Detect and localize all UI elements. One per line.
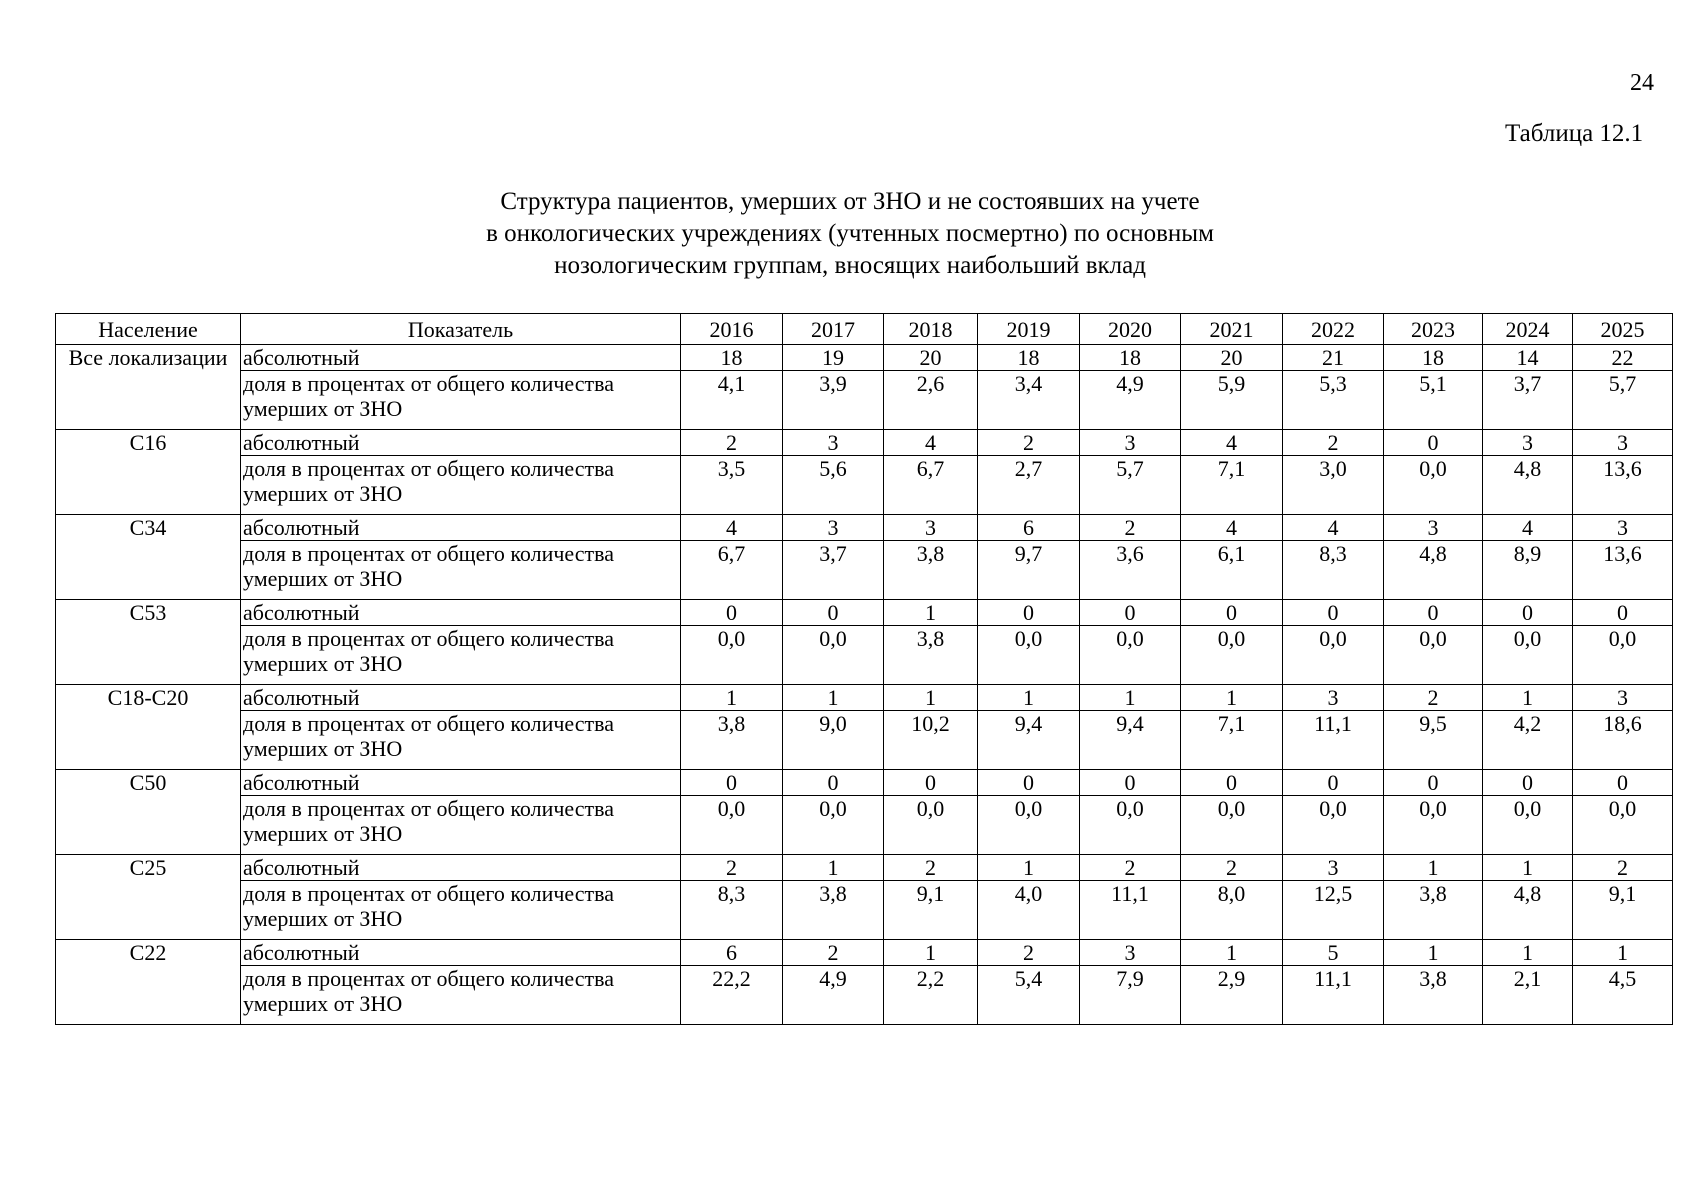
title-line: нозологическим группам, вносящих наибольший вклад: [554, 252, 1146, 279]
value-cell: 0: [1573, 770, 1673, 796]
value-cell: 0: [681, 600, 783, 626]
value-cell: 0,0: [1573, 626, 1673, 685]
value-cell: 1: [783, 685, 884, 711]
indicator-absolute-cell: абсолютный: [241, 770, 681, 796]
value-cell: 8,3: [681, 881, 783, 940]
value-cell: 5: [1283, 940, 1384, 966]
indicator-share-cell: доля в процентах от общего количества умерших от ЗНО: [241, 456, 681, 515]
value-cell: 4,2: [1483, 711, 1573, 770]
value-cell: 1: [884, 600, 978, 626]
value-cell: 0: [1483, 600, 1573, 626]
value-cell: 2: [978, 940, 1080, 966]
value-cell: 0: [783, 770, 884, 796]
indicator-absolute-cell: абсолютный: [241, 515, 681, 541]
value-cell: 20: [884, 345, 978, 371]
value-cell: 0,0: [978, 626, 1080, 685]
value-cell: 3,0: [1283, 456, 1384, 515]
value-cell: 3,7: [783, 541, 884, 600]
table-row-share: [56, 626, 1673, 685]
value-cell: 2: [1384, 685, 1483, 711]
value-cell: 11,1: [1080, 881, 1181, 940]
value-cell: 3: [1080, 940, 1181, 966]
indicator-share-cell: доля в процентах от общего количества умерших от ЗНО: [241, 966, 681, 1025]
table-row-share: [56, 966, 1673, 1025]
value-cell: 1: [884, 685, 978, 711]
value-cell: 22: [1573, 345, 1673, 371]
value-cell: 3: [1573, 430, 1673, 456]
header-year: 2016: [681, 314, 783, 345]
value-cell: 0,0: [783, 626, 884, 685]
value-cell: 6: [681, 940, 783, 966]
value-cell: 0: [1573, 600, 1673, 626]
value-cell: 0: [1384, 770, 1483, 796]
value-cell: 4,8: [1384, 541, 1483, 600]
population-cell: С25: [56, 855, 241, 940]
header-year: 2018: [884, 314, 978, 345]
header-year: 2019: [978, 314, 1080, 345]
table-header-row: [56, 314, 1673, 345]
value-cell: 3,4: [978, 371, 1080, 430]
value-cell: 0,0: [1573, 796, 1673, 855]
value-cell: 0,0: [1080, 626, 1181, 685]
table-row-share: [56, 796, 1673, 855]
value-cell: 8,9: [1483, 541, 1573, 600]
table-row-share: [56, 881, 1673, 940]
value-cell: 6,7: [681, 541, 783, 600]
table-row-absolute: [56, 430, 1673, 456]
indicator-share-cell: доля в процентах от общего количества умерших от ЗНО: [241, 541, 681, 600]
value-cell: 0,0: [978, 796, 1080, 855]
value-cell: 9,7: [978, 541, 1080, 600]
value-cell: 5,9: [1181, 371, 1283, 430]
indicator-absolute-cell: абсолютный: [241, 855, 681, 881]
value-cell: 13,6: [1573, 456, 1673, 515]
value-cell: 0: [884, 770, 978, 796]
indicator-share-cell: доля в процентах от общего количества умерших от ЗНО: [241, 881, 681, 940]
value-cell: 3: [783, 515, 884, 541]
value-cell: 3,6: [1080, 541, 1181, 600]
value-cell: 3: [884, 515, 978, 541]
value-cell: 2: [681, 430, 783, 456]
value-cell: 2,7: [978, 456, 1080, 515]
title-line: Структура пациентов, умерших от ЗНО и не состоявших на учете: [500, 188, 1200, 215]
value-cell: 0,0: [1384, 626, 1483, 685]
table-row-share: [56, 541, 1673, 600]
value-cell: 18,6: [1573, 711, 1673, 770]
value-cell: 1: [1181, 940, 1283, 966]
value-cell: 3: [1573, 685, 1673, 711]
value-cell: 3: [1283, 685, 1384, 711]
value-cell: 4,0: [978, 881, 1080, 940]
value-cell: 2: [1080, 855, 1181, 881]
value-cell: 5,3: [1283, 371, 1384, 430]
indicator-share-cell: доля в процентах от общего количества умерших от ЗНО: [241, 371, 681, 430]
value-cell: 0: [681, 770, 783, 796]
value-cell: 0,0: [783, 796, 884, 855]
value-cell: 3: [1283, 855, 1384, 881]
value-cell: 8,3: [1283, 541, 1384, 600]
value-cell: 1: [1080, 685, 1181, 711]
indicator-absolute-cell: абсолютный: [241, 600, 681, 626]
value-cell: 2: [681, 855, 783, 881]
header-year: 2022: [1283, 314, 1384, 345]
value-cell: 10,2: [884, 711, 978, 770]
value-cell: 0,0: [1283, 796, 1384, 855]
value-cell: 5,7: [1573, 371, 1673, 430]
value-cell: 0: [1384, 430, 1483, 456]
value-cell: 1: [1181, 685, 1283, 711]
value-cell: 12,5: [1283, 881, 1384, 940]
value-cell: 7,9: [1080, 966, 1181, 1025]
table-row-absolute: [56, 345, 1673, 371]
value-cell: 2: [978, 430, 1080, 456]
value-cell: 4,8: [1483, 456, 1573, 515]
value-cell: 1: [978, 855, 1080, 881]
value-cell: 2,6: [884, 371, 978, 430]
value-cell: 2: [1080, 515, 1181, 541]
value-cell: 4: [1181, 430, 1283, 456]
value-cell: 0,0: [1283, 626, 1384, 685]
value-cell: 0: [1181, 600, 1283, 626]
value-cell: 13,6: [1573, 541, 1673, 600]
value-cell: 1: [884, 940, 978, 966]
header-year: 2020: [1080, 314, 1181, 345]
value-cell: 4,1: [681, 371, 783, 430]
value-cell: 1: [1384, 940, 1483, 966]
value-cell: 14: [1483, 345, 1573, 371]
table-title: [400, 186, 1300, 282]
value-cell: 4: [1283, 515, 1384, 541]
population-cell: С50: [56, 770, 241, 855]
value-cell: 2,9: [1181, 966, 1283, 1025]
value-cell: 3,7: [1483, 371, 1573, 430]
value-cell: 9,1: [884, 881, 978, 940]
population-cell: С22: [56, 940, 241, 1025]
value-cell: 20: [1181, 345, 1283, 371]
value-cell: 0,0: [681, 626, 783, 685]
value-cell: 4,9: [1080, 371, 1181, 430]
table-row-share: [56, 711, 1673, 770]
value-cell: 3,8: [884, 541, 978, 600]
value-cell: 3: [783, 430, 884, 456]
value-cell: 0: [1080, 770, 1181, 796]
value-cell: 18: [681, 345, 783, 371]
header-year: 2017: [783, 314, 884, 345]
indicator-share-cell: доля в процентах от общего количества умерших от ЗНО: [241, 796, 681, 855]
value-cell: 0: [1483, 770, 1573, 796]
value-cell: 9,4: [1080, 711, 1181, 770]
value-cell: 9,0: [783, 711, 884, 770]
value-cell: 3: [1483, 430, 1573, 456]
value-cell: 2: [783, 940, 884, 966]
table-body: [56, 345, 1673, 1025]
value-cell: 11,1: [1283, 966, 1384, 1025]
value-cell: 0: [783, 600, 884, 626]
value-cell: 0: [1283, 770, 1384, 796]
value-cell: 1: [1573, 940, 1673, 966]
value-cell: 0,0: [1080, 796, 1181, 855]
value-cell: 4: [681, 515, 783, 541]
indicator-absolute-cell: абсолютный: [241, 345, 681, 371]
value-cell: 4: [1483, 515, 1573, 541]
value-cell: 6: [978, 515, 1080, 541]
value-cell: 3,5: [681, 456, 783, 515]
value-cell: 18: [1384, 345, 1483, 371]
indicator-absolute-cell: абсолютный: [241, 685, 681, 711]
value-cell: 1: [1483, 855, 1573, 881]
table-label: Таблица 12.1: [1505, 120, 1644, 147]
value-cell: 4: [884, 430, 978, 456]
page-number: 24: [1630, 70, 1654, 96]
value-cell: 6,7: [884, 456, 978, 515]
indicator-share-cell: доля в процентах от общего количества умерших от ЗНО: [241, 711, 681, 770]
value-cell: 0: [1080, 600, 1181, 626]
value-cell: 21: [1283, 345, 1384, 371]
value-cell: 0: [978, 770, 1080, 796]
value-cell: 3,8: [1384, 881, 1483, 940]
value-cell: 18: [1080, 345, 1181, 371]
population-cell: С18-С20: [56, 685, 241, 770]
value-cell: 7,1: [1181, 711, 1283, 770]
value-cell: 0: [978, 600, 1080, 626]
value-cell: 0,0: [1181, 796, 1283, 855]
indicator-absolute-cell: абсолютный: [241, 940, 681, 966]
value-cell: 1: [1483, 685, 1573, 711]
value-cell: 3: [1573, 515, 1673, 541]
value-cell: 3,8: [783, 881, 884, 940]
value-cell: 0: [1181, 770, 1283, 796]
value-cell: 4,9: [783, 966, 884, 1025]
table-row-absolute: [56, 855, 1673, 881]
table-row-absolute: [56, 515, 1673, 541]
header-year: 2025: [1573, 314, 1673, 345]
value-cell: 0,0: [681, 796, 783, 855]
value-cell: 3,8: [1384, 966, 1483, 1025]
value-cell: 11,1: [1283, 711, 1384, 770]
value-cell: 0,0: [1384, 796, 1483, 855]
value-cell: 2: [1283, 430, 1384, 456]
table-row-share: [56, 456, 1673, 515]
value-cell: 3,8: [681, 711, 783, 770]
value-cell: 9,5: [1384, 711, 1483, 770]
population-cell: С16: [56, 430, 241, 515]
value-cell: 9,1: [1573, 881, 1673, 940]
value-cell: 5,4: [978, 966, 1080, 1025]
value-cell: 9,4: [978, 711, 1080, 770]
indicator-absolute-cell: абсолютный: [241, 430, 681, 456]
value-cell: 1: [681, 685, 783, 711]
value-cell: 1: [978, 685, 1080, 711]
header-year: 2023: [1384, 314, 1483, 345]
value-cell: 0,0: [1483, 626, 1573, 685]
value-cell: 0,0: [1181, 626, 1283, 685]
value-cell: 1: [1384, 855, 1483, 881]
header-indicator: Показатель: [241, 314, 681, 345]
value-cell: 2: [884, 855, 978, 881]
value-cell: 3,8: [884, 626, 978, 685]
value-cell: 2: [1181, 855, 1283, 881]
table-row-absolute: [56, 770, 1673, 796]
value-cell: 5,6: [783, 456, 884, 515]
population-cell: Все локализации: [56, 345, 241, 430]
value-cell: 0,0: [1483, 796, 1573, 855]
population-cell: С53: [56, 600, 241, 685]
value-cell: 5,1: [1384, 371, 1483, 430]
mortality-structure-table: [55, 313, 1673, 1025]
indicator-share-cell: доля в процентах от общего количества умерших от ЗНО: [241, 626, 681, 685]
value-cell: 2: [1573, 855, 1673, 881]
value-cell: 2,1: [1483, 966, 1573, 1025]
value-cell: 3: [1384, 515, 1483, 541]
value-cell: 0,0: [1384, 456, 1483, 515]
value-cell: 4: [1181, 515, 1283, 541]
value-cell: 3: [1080, 430, 1181, 456]
value-cell: 3,9: [783, 371, 884, 430]
value-cell: 0: [1384, 600, 1483, 626]
value-cell: 22,2: [681, 966, 783, 1025]
population-cell: С34: [56, 515, 241, 600]
value-cell: 19: [783, 345, 884, 371]
table-row-share: [56, 371, 1673, 430]
title-line: в онкологических учреждениях (учтенных посмертно) по основным: [486, 220, 1214, 247]
value-cell: 4,8: [1483, 881, 1573, 940]
value-cell: 5,7: [1080, 456, 1181, 515]
value-cell: 1: [1483, 940, 1573, 966]
value-cell: 7,1: [1181, 456, 1283, 515]
value-cell: 1: [783, 855, 884, 881]
header-year: 2021: [1181, 314, 1283, 345]
table-row-absolute: [56, 940, 1673, 966]
value-cell: 18: [978, 345, 1080, 371]
value-cell: 0,0: [884, 796, 978, 855]
value-cell: 2,2: [884, 966, 978, 1025]
value-cell: 0: [1283, 600, 1384, 626]
header-population: Население: [56, 314, 241, 345]
header-year: 2024: [1483, 314, 1573, 345]
value-cell: 8,0: [1181, 881, 1283, 940]
table-row-absolute: [56, 600, 1673, 626]
table-row-absolute: [56, 685, 1673, 711]
value-cell: 4,5: [1573, 966, 1673, 1025]
value-cell: 6,1: [1181, 541, 1283, 600]
